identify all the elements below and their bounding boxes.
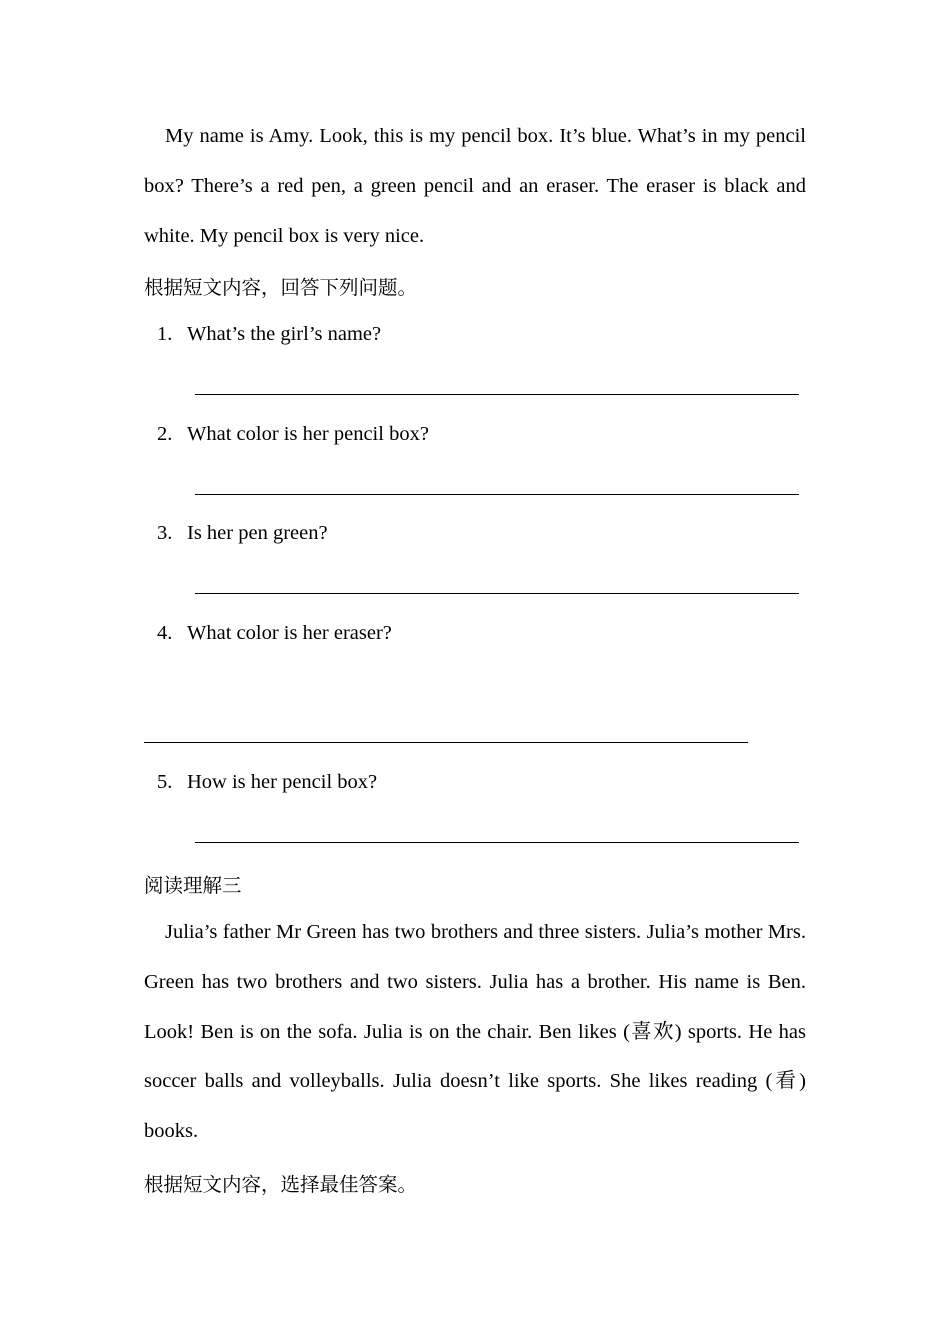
question-1-number: 1. (157, 323, 173, 345)
answer-line-4[interactable] (144, 742, 748, 743)
passage-amy: My name is Amy. Look, this is my pencil box. It’s blue. What’s in my pencil box? There’s a red pen, a green pencil and an eraser. The eraser is black and white. My pencil box is very nice. (144, 125, 806, 247)
question-5-number: 5. (157, 771, 173, 793)
answer-line-1[interactable] (195, 394, 799, 395)
section-title: 阅读理解三 (144, 874, 242, 897)
question-3-text: Is her pen green? (187, 522, 328, 544)
instruction-choose-answer: 根据短文内容，选择最佳答案。 (144, 1173, 418, 1196)
answer-line-5[interactable] (195, 842, 799, 843)
instruction-answer-questions: 根据短文内容，回答下列问题。 (144, 276, 418, 299)
answer-line-3[interactable] (195, 593, 799, 594)
answer-line-2[interactable] (195, 494, 799, 495)
question-4-text: What color is her eraser? (187, 622, 392, 644)
question-3-number: 3. (157, 522, 173, 544)
question-2-number: 2. (157, 423, 173, 445)
question-1-text: What’s the girl’s name? (187, 323, 382, 345)
passage-julia: Julia’s father Mr Green has two brothers and three sisters. Julia’s mother Mrs. Green has two brothers and two sisters. Julia has a brother. His name is Ben. Look! Ben is on the sofa. Julia is on the chair. Ben likes (喜欢) sports. He has soccer balls and volleyballs. Julia doesn’t like sports. She likes reading (看) books. (144, 921, 806, 1143)
question-2-text: What color is her pencil box? (187, 423, 429, 445)
question-4-number: 4. (157, 622, 173, 644)
question-5-text: How is her pencil box? (187, 771, 378, 793)
